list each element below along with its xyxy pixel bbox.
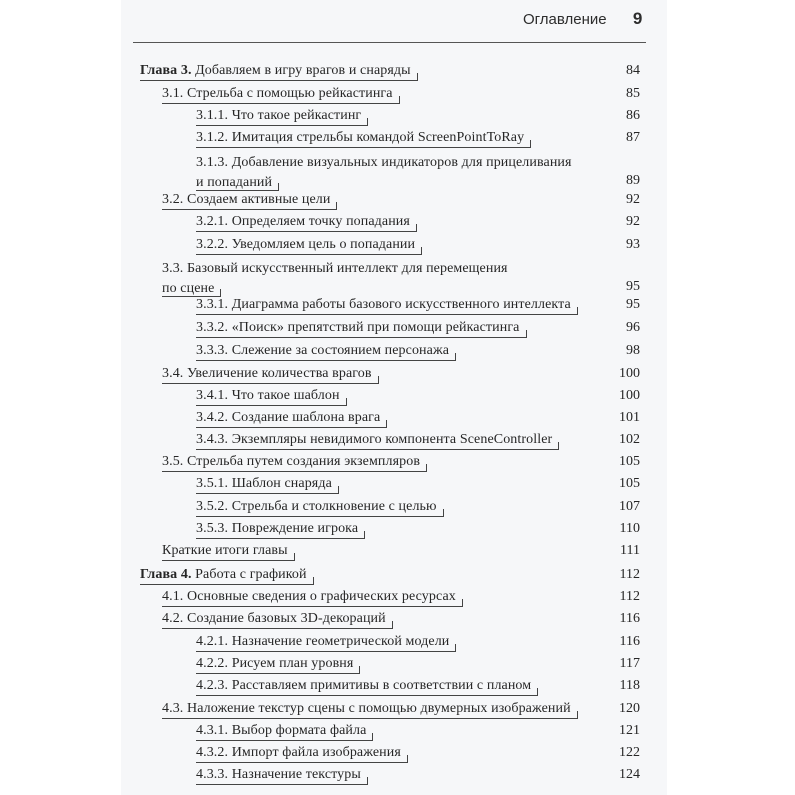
toc-title-line: 3.2. Создаем активные цели (162, 192, 331, 207)
toc-leader-stub (426, 464, 427, 472)
toc-entry-title (162, 192, 330, 208)
toc-leader-line (196, 254, 421, 255)
toc-title-line: 3.5.3. Повреждение игрока (196, 521, 359, 536)
toc-entry-title (196, 432, 552, 448)
toc-leader-line (196, 190, 278, 191)
toc-subsection-entry[interactable] (196, 723, 640, 741)
toc-entry-title (162, 366, 372, 382)
toc-page-number: 101 (619, 410, 640, 425)
toc-entry-title (162, 454, 420, 470)
toc-entry-title (196, 634, 449, 650)
toc-leader-line (196, 784, 367, 785)
toc-leader-line (196, 337, 526, 338)
toc-page-number: 116 (619, 611, 640, 626)
toc-entry-title (196, 343, 449, 359)
toc-leader-stub (530, 140, 531, 148)
toc-title-line: 4.2. Создание базовых 3D-декораций (162, 611, 386, 626)
toc-subsection-entry[interactable] (196, 237, 640, 255)
toc-title-line: 3.5.2. Стрельба и столкновение с целью (196, 499, 437, 514)
toc-title-line: 3.2.1. Определяем точку попадания (196, 214, 410, 229)
toc-title-line: 4.3.2. Импорт файла изображения (196, 745, 401, 760)
toc-leader-stub (338, 486, 339, 494)
toc-page-number: 84 (626, 63, 640, 78)
toc-leader-stub (278, 183, 279, 191)
toc-page-number: 100 (619, 388, 640, 403)
toc-subsection-entry[interactable] (196, 521, 640, 539)
toc-leader-line (196, 360, 455, 361)
toc-page-number: 85 (626, 86, 640, 101)
toc-subsection-entry[interactable] (196, 297, 640, 315)
toc-chapter-title: Работа с графикой (191, 567, 307, 582)
toc-leader-line (196, 314, 577, 315)
toc-subsection-entry[interactable] (196, 745, 640, 763)
toc-leader-stub (526, 330, 527, 338)
toc-entry-title (140, 567, 307, 583)
toc-leader-stub (407, 755, 408, 763)
toc-entry-title (140, 63, 411, 79)
toc-chapter-entry[interactable] (140, 63, 640, 81)
toc-leader-line (196, 740, 372, 741)
toc-title-line: 3.3.2. «Поиск» препятствий при помощи рейкастинга (196, 320, 520, 335)
toc-leader-stub (386, 420, 387, 428)
toc-leader-line (162, 471, 426, 472)
toc-subsection-entry[interactable] (196, 410, 640, 428)
toc-subsection-entry[interactable] (196, 388, 640, 406)
toc-title-line: 4.3. Наложение текстур сцены с помощью двумерных изображений (162, 701, 571, 716)
toc-entry-title (162, 259, 508, 299)
toc-entry-title (196, 388, 340, 404)
toc-section-entry[interactable] (162, 259, 640, 297)
toc-leader-stub (577, 307, 578, 315)
toc-entry-title (196, 297, 571, 313)
toc-leader-stub (443, 509, 444, 517)
toc-chapter-label: Глава 3. (140, 63, 192, 78)
toc-page-number: 89 (626, 173, 640, 188)
toc-subsection-entry[interactable] (196, 214, 640, 232)
toc-leader-stub (367, 777, 368, 785)
toc-chapter-label: Глава 4. (140, 567, 192, 582)
toc-leader-stub (294, 553, 295, 561)
toc-subsection-entry[interactable] (196, 153, 640, 191)
toc-entry-title (196, 723, 366, 739)
toc-leader-stub (378, 376, 379, 384)
toc-leader-line (162, 209, 336, 210)
toc-title-line: 3.5.1. Шаблон снаряда (196, 476, 332, 491)
toc-subsection-entry[interactable] (196, 767, 640, 785)
toc-leader-stub (417, 73, 418, 81)
toc-leader-line (196, 231, 416, 232)
toc-leader-stub (577, 711, 578, 719)
toc-subsection-entry[interactable] (196, 678, 640, 696)
toc-page-number: 124 (619, 767, 640, 782)
toc-page-number: 107 (619, 499, 640, 514)
toc-title-line: 3.4.3. Экземпляры невидимого компонента SceneController (196, 432, 553, 447)
toc-leader-stub (313, 577, 314, 585)
toc-title-line: 4.2.1. Назначение геометрической модели (196, 634, 450, 649)
toc-leader-stub (455, 353, 456, 361)
toc-subsection-entry[interactable] (196, 320, 640, 338)
toc-page-number: 87 (626, 130, 640, 145)
toc-leader-stub (399, 96, 400, 104)
toc-page-number: 92 (626, 214, 640, 229)
toc-leader-stub (359, 666, 360, 674)
toc-entry-title (196, 499, 437, 515)
toc-title-line: 3.5. Стрельба путем создания экземпляров (162, 454, 421, 469)
toc-entry-title (162, 589, 456, 605)
toc-leader-line (196, 516, 443, 517)
toc-section-entry[interactable] (162, 86, 640, 104)
toc-leader-stub (336, 202, 337, 210)
toc-page-number: 95 (626, 297, 640, 312)
toc-page-number: 98 (626, 343, 640, 358)
toc-leader-stub (372, 733, 373, 741)
toc-leader-line (140, 80, 417, 81)
toc-leader-stub (416, 224, 417, 232)
toc-page-number: 111 (620, 543, 640, 558)
toc-chapter-title: Добавляем в игру врагов и снаряды (191, 63, 411, 78)
toc-page-number: 105 (619, 476, 640, 491)
toc-title-line: 4.1. Основные сведения о графических ресурсах (162, 589, 456, 604)
toc-title-line: 3.3.1. Диаграмма работы базового искусственного интеллекта (196, 297, 571, 312)
toc-subsection-entry[interactable] (196, 499, 640, 517)
header-page-number: 9 (632, 9, 643, 28)
toc-leader-line (196, 147, 530, 148)
toc-entry-title (196, 130, 524, 146)
toc-page-number: 120 (619, 701, 640, 716)
toc-leader-stub (558, 442, 559, 450)
toc-leader-line (162, 718, 577, 719)
toc-subsection-entry[interactable] (196, 343, 640, 361)
toc-leader-stub (220, 289, 221, 297)
toc-leader-line (162, 103, 399, 104)
toc-subsection-entry[interactable] (196, 130, 640, 148)
toc-page-number: 110 (619, 521, 640, 536)
toc-entry-title (162, 611, 386, 627)
toc-entry-title (196, 153, 572, 193)
toc-leader-line (162, 383, 378, 384)
toc-leader-line (196, 695, 537, 696)
toc-page-number: 118 (619, 678, 640, 693)
toc-page-number: 117 (619, 656, 640, 671)
toc-section-entry[interactable] (162, 192, 640, 210)
toc-page-number: 92 (626, 192, 640, 207)
toc-leader-line (196, 762, 407, 763)
toc-title-line: 4.2.2. Рисуем план уровня (196, 656, 354, 671)
toc-title-line: Краткие итоги главы (162, 543, 288, 558)
toc-page-number: 105 (619, 454, 640, 469)
toc-subsection-entry[interactable] (196, 108, 640, 126)
toc-leader-line (196, 493, 338, 494)
toc-section-entry[interactable] (162, 589, 640, 607)
toc-title-line-2: по сцене (162, 281, 215, 296)
toc-leader-stub (455, 644, 456, 652)
toc-subsection-entry[interactable] (196, 634, 640, 652)
toc-leader-stub (537, 688, 538, 696)
toc-leader-line (140, 584, 313, 585)
toc-entry-title (196, 237, 415, 253)
toc-title-line: 4.3.1. Выбор формата файла (196, 723, 367, 738)
header-section-title: Оглавление (523, 11, 607, 28)
toc-title-line: 3.4. Увеличение количества врагов (162, 366, 372, 381)
toc-title-line: 3.4.2. Создание шаблона врага (196, 410, 381, 425)
header-rule (133, 42, 646, 43)
toc-entry-title (196, 410, 380, 426)
toc-subsection-entry[interactable] (196, 476, 640, 494)
toc-title-line: 4.2.3. Расставляем примитивы в соответствии с планом (196, 678, 532, 693)
toc-entry-title (196, 214, 410, 230)
toc-title-line: 3.1.1. Что такое рейкастинг (196, 108, 362, 123)
toc-entry-title (196, 767, 361, 783)
running-header (523, 9, 642, 29)
toc-title-line: 3.1.2. Имитация стрельбы командой ScreenPointToRay (196, 130, 525, 145)
toc-leader-line (196, 651, 455, 652)
toc-title-line: 4.3.3. Назначение текстуры (196, 767, 361, 782)
toc-entry-title (196, 320, 520, 336)
toc-section-entry[interactable] (162, 611, 640, 629)
toc-page-number: 93 (626, 237, 640, 252)
toc-entry-title (162, 701, 571, 717)
toc-leader-line (162, 606, 462, 607)
toc-section-entry[interactable] (162, 454, 640, 472)
toc-entry-title (196, 656, 353, 672)
toc-entry-title (196, 745, 401, 761)
toc-leader-stub (462, 599, 463, 607)
toc-subsection-entry[interactable] (196, 656, 640, 674)
toc-page-number: 112 (619, 589, 640, 604)
toc-leader-line (196, 125, 367, 126)
toc-title-line-2: и попаданий (196, 175, 273, 190)
toc-leader-line (196, 405, 346, 406)
toc-page-number: 112 (619, 567, 640, 582)
toc-leader-line (196, 673, 359, 674)
toc-entry-title (196, 108, 361, 124)
toc-title-line: 3.4.1. Что такое шаблон (196, 388, 340, 403)
toc-leader-stub (364, 531, 365, 539)
toc-chapter-entry[interactable] (140, 567, 640, 585)
toc-title-line: 3.1.3. Добавление визуальных индикаторов для прицеливания (196, 155, 572, 170)
toc-title-line: 3.3. Базовый искусственный интеллект для перемещения (162, 261, 508, 276)
toc-entry-title (196, 678, 531, 694)
toc-entry-title (162, 543, 288, 559)
toc-leader-line (162, 560, 294, 561)
toc-leader-line (196, 427, 386, 428)
toc-leader-line (162, 628, 392, 629)
toc-title-line: 3.1. Стрельба с помощью рейкастинга (162, 86, 393, 101)
toc-page-number: 100 (619, 366, 640, 381)
toc-page-number: 116 (619, 634, 640, 649)
toc-leader-line (196, 538, 364, 539)
toc-page-number: 86 (626, 108, 640, 123)
toc-leader-stub (392, 621, 393, 629)
toc-page-number: 122 (619, 745, 640, 760)
toc-entry-title (196, 476, 332, 492)
toc-entry-title (162, 86, 393, 102)
toc-title-line: 3.3.3. Слежение за состоянием персонажа (196, 343, 450, 358)
toc-page-number: 102 (619, 432, 640, 447)
toc-leader-stub (367, 118, 368, 126)
toc-section-entry[interactable] (162, 543, 640, 561)
toc-leader-line (196, 449, 558, 450)
toc-subsection-entry[interactable] (196, 432, 640, 450)
toc-entry-title (196, 521, 358, 537)
toc-leader-stub (346, 398, 347, 406)
toc-page-number: 96 (626, 320, 640, 335)
toc-leader-stub (421, 247, 422, 255)
toc-title-line: 3.2.2. Уведомляем цель о попадании (196, 237, 416, 252)
toc-page-number: 121 (619, 723, 640, 738)
toc-section-entry[interactable] (162, 701, 640, 719)
toc-section-entry[interactable] (162, 366, 640, 384)
toc-page-number: 95 (626, 279, 640, 294)
